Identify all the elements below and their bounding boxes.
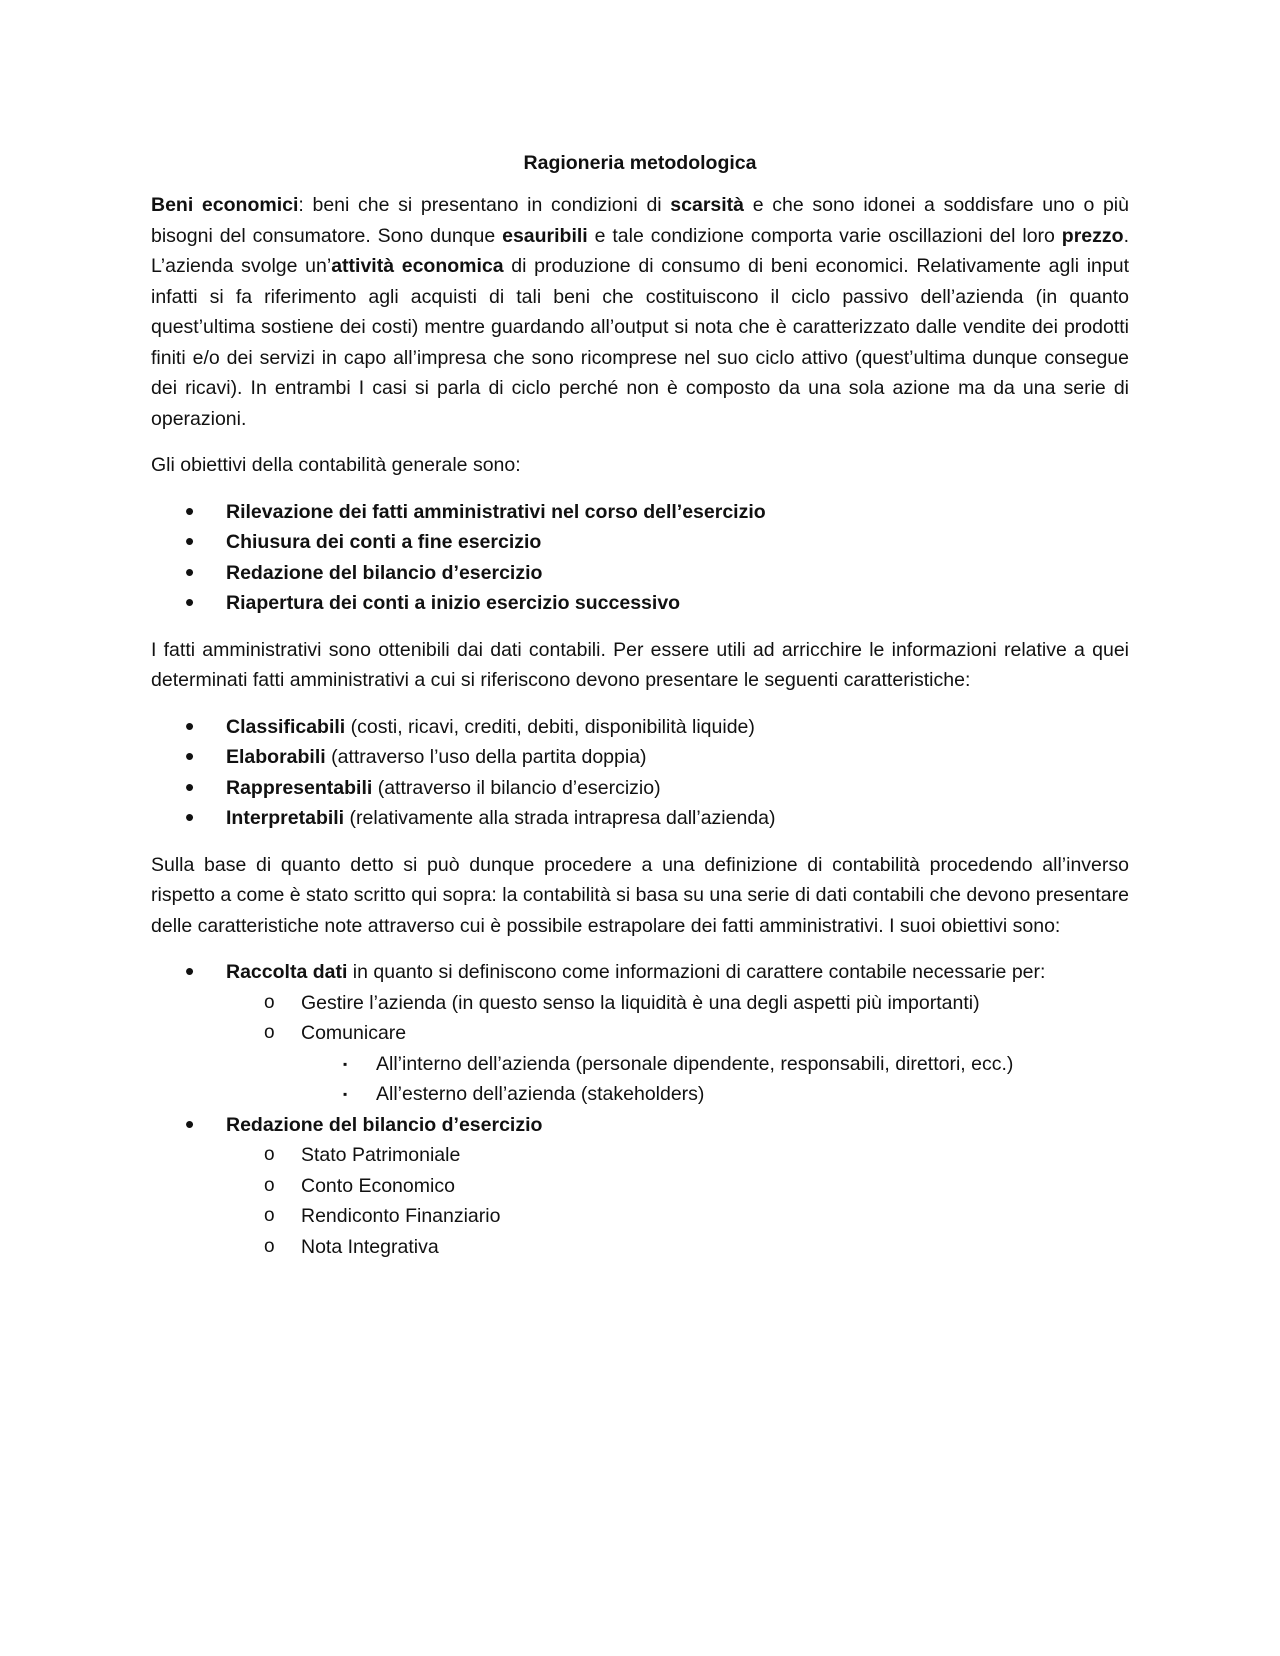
sub-list-item: o Gestire l’azienda (in questo senso la liquidità è una degli aspetti più importanti) <box>151 988 1129 1019</box>
list-item: • Elaborabili (attraverso l’uso della partita doppia) <box>185 741 647 771</box>
accounting-objectives-list <box>151 957 1129 1262</box>
sub-list-item: o Stato Patrimoniale <box>151 1140 1129 1171</box>
bullet-icon: • <box>185 495 195 526</box>
list-item: • Chiusura dei conti a fine esercizio <box>185 526 542 556</box>
bullet-icon: • <box>185 771 195 802</box>
sub-list-item: o Rendiconto Finanziario <box>151 1201 1129 1232</box>
list-item: • Classificabili (costi, ricavi, crediti, debiti, disponibilità liquide) <box>185 710 755 741</box>
list-item: • Raccolta dati in quanto si definiscono come informazioni di carattere contabile necessarie per: <box>185 956 1046 986</box>
sub-list-item: o Nota Integrativa <box>151 1232 1129 1263</box>
circle-bullet-icon: o <box>264 1235 275 1257</box>
bullet-icon: • <box>185 556 195 587</box>
bullet-icon: • <box>185 741 195 771</box>
square-bullet-icon: ▪ <box>343 1056 348 1071</box>
circle-bullet-icon: o <box>264 1022 275 1043</box>
bullet-icon: • <box>185 1108 195 1139</box>
bullet-icon: • <box>185 802 195 832</box>
objectives-list <box>151 497 1129 619</box>
list-item: • Redazione del bilancio d’esercizio <box>185 556 543 587</box>
circle-bullet-icon: o <box>264 1144 275 1165</box>
sub-list-item: o Conto Economico <box>151 1171 1129 1202</box>
paragraph-fatti-amministrativi: I fatti amministrativi sono ottenibili dai dati contabili. Per essere utili ad arricchire le informazioni relative a quei determinati fatti amministrativi a cui si riferiscono devono presentare le seguenti caratteristiche: <box>151 638 1129 691</box>
list-item: • Interpretabili (relativamente alla strada intrapresa dall’azienda) <box>185 802 776 832</box>
characteristics-list <box>151 712 1129 834</box>
document-page <box>151 148 1129 1278</box>
circle-bullet-icon: o <box>264 991 275 1013</box>
bullet-icon: • <box>185 710 195 741</box>
square-bullet-icon: ▪ <box>343 1087 348 1101</box>
list-item: • Riapertura dei conti a inizio esercizio successivo <box>185 587 681 617</box>
bullet-icon: • <box>185 526 195 556</box>
paragraph-obiettivi: Gli obiettivi della contabilità generale sono: <box>151 454 521 476</box>
bullet-icon: • <box>185 587 195 617</box>
list-item: • Rilevazione dei fatti amministrativi nel corso dell’esercizio <box>185 495 766 526</box>
sub-sub-list-item: ▪ All’interno dell’azienda (personale dipendente, responsabili, direttori, ecc.) <box>151 1049 1129 1080</box>
sub-sub-list-item: ▪ All’esterno dell’azienda (stakeholders) <box>151 1079 1129 1110</box>
list-item: • Redazione del bilancio d’esercizio <box>185 1108 543 1139</box>
paragraph-definizione-contabilita: Sulla base di quanto detto si può dunque procedere a una definizione di contabilità procedendo all’inverso rispetto a come è stato scritto qui sopra: la contabilità si basa su una serie di dati contabili che devono presentare delle caratteristiche note attraverso cui è possibile estrapolare dei fatti amministrativi. I suoi obiettivi sono: <box>151 853 1129 937</box>
sub-list-item: o Comunicare <box>151 1018 1129 1049</box>
list-item: • Rappresentabili (attraverso il bilancio d’esercizio) <box>185 771 661 802</box>
circle-bullet-icon: o <box>264 1205 275 1226</box>
paragraph-beni-economici: Beni economici: beni che si presentano in condizioni di scarsità e che sono idonei a soddisfare uno o più bisogni del consumatore. Sono dunque esauribili e tale condizione comporta varie oscillazioni del loro prezzo. L’azienda svolge un’attività economica di produzione di consumo di beni economici. Relativamente agli input infatti si fa riferimento agli acquisti di tali beni che costituiscono il ciclo passivo dell’azienda (in quanto quest’ultima sostiene dei costi) mentre guardando all’output si nota che è caratterizzato dalle vendite dei prodotti finiti e/o dei servizi in capo all’impresa che sono ricomprese nel suo ciclo attivo (quest’ultima dunque consegue dei ricavi). In entrambi I casi si parla di ciclo perché non è composto da una sola azione ma da una serie di operazioni. <box>151 194 1130 430</box>
document-title: Ragioneria metodologica <box>523 152 757 174</box>
bullet-icon: • <box>185 956 195 986</box>
circle-bullet-icon: o <box>264 1174 275 1196</box>
